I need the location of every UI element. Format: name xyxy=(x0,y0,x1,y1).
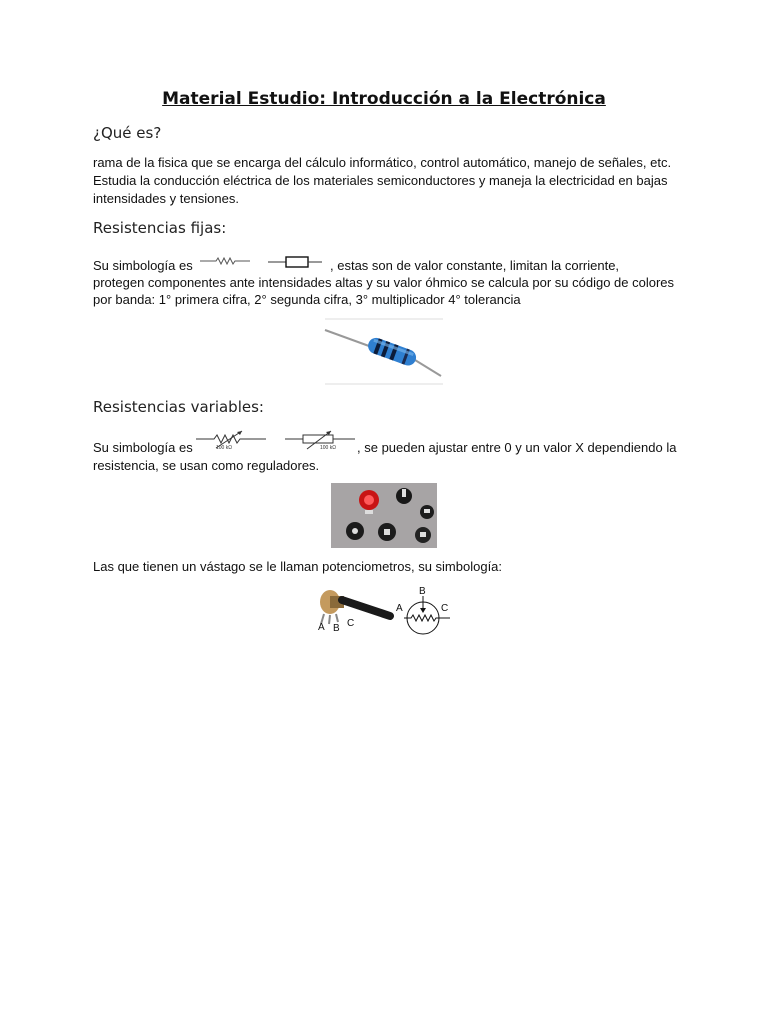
fixed-line-2: protegen componentes ante intensidades altas y su valor óhmico se calcula por su código de colores xyxy=(93,275,675,290)
variable-symbol-value-label-1: 100 kΩ xyxy=(216,445,232,451)
pot-photo-label-c: C xyxy=(347,618,355,629)
trimmer-potentiometers-photo xyxy=(331,483,437,548)
potentiometer-photo xyxy=(316,586,396,636)
pot-schematic-label-b: B xyxy=(419,586,426,597)
fixed-after-symbols: , estas son de valor constante, limitan la corriente, xyxy=(330,258,620,273)
pot-schematic-label-c: C xyxy=(441,603,449,614)
pot-photo-label-b: B xyxy=(333,623,340,634)
potentiometer-schematic xyxy=(404,596,450,636)
pot-schematic-label-a: A xyxy=(396,603,403,614)
fixed-line-3: por banda: 1° primera cifra, 2° segunda cifra, 3° multiplicador 4° tolerancia xyxy=(93,292,521,307)
paragraph-line-3: intensidades y tensiones. xyxy=(93,191,239,206)
paragraph-line-2: Estudia la conducción eléctrica de los materiales semiconductores y maneja la electricidad en bajas xyxy=(93,173,668,188)
variable-symbol-value-label-2: 100 kΩ xyxy=(320,445,336,451)
paragraph-line-1: rama de la fisica que se encarga del cálculo informático, control automático, manejo de señales, etc. xyxy=(93,155,672,170)
variable-lead-text: Su simbología es xyxy=(93,440,193,455)
resistor-photo xyxy=(323,318,443,386)
fixed-lead-text: Su simbología es xyxy=(93,258,193,273)
heading-que-es: ¿Qué es? xyxy=(93,124,162,142)
variable-line-2: resistencia, se usan como reguladores. xyxy=(93,458,320,473)
variable-after-symbols: , se pueden ajustar entre 0 y un valor X dependiendo la xyxy=(357,440,677,455)
resistor-zigzag-symbol xyxy=(200,254,250,268)
resistor-box-symbol xyxy=(268,254,322,270)
heading-resistencias-fijas: Resistencias fijas: xyxy=(93,219,227,237)
heading-resistencias-variables: Resistencias variables: xyxy=(93,398,264,416)
document-title: Material Estudio: Introducción a la Electrónica xyxy=(162,89,606,109)
pot-photo-label-a: A xyxy=(318,622,325,633)
potentiometer-text: Las que tienen un vástago se le llaman potenciometros, su simbología: xyxy=(93,559,503,574)
